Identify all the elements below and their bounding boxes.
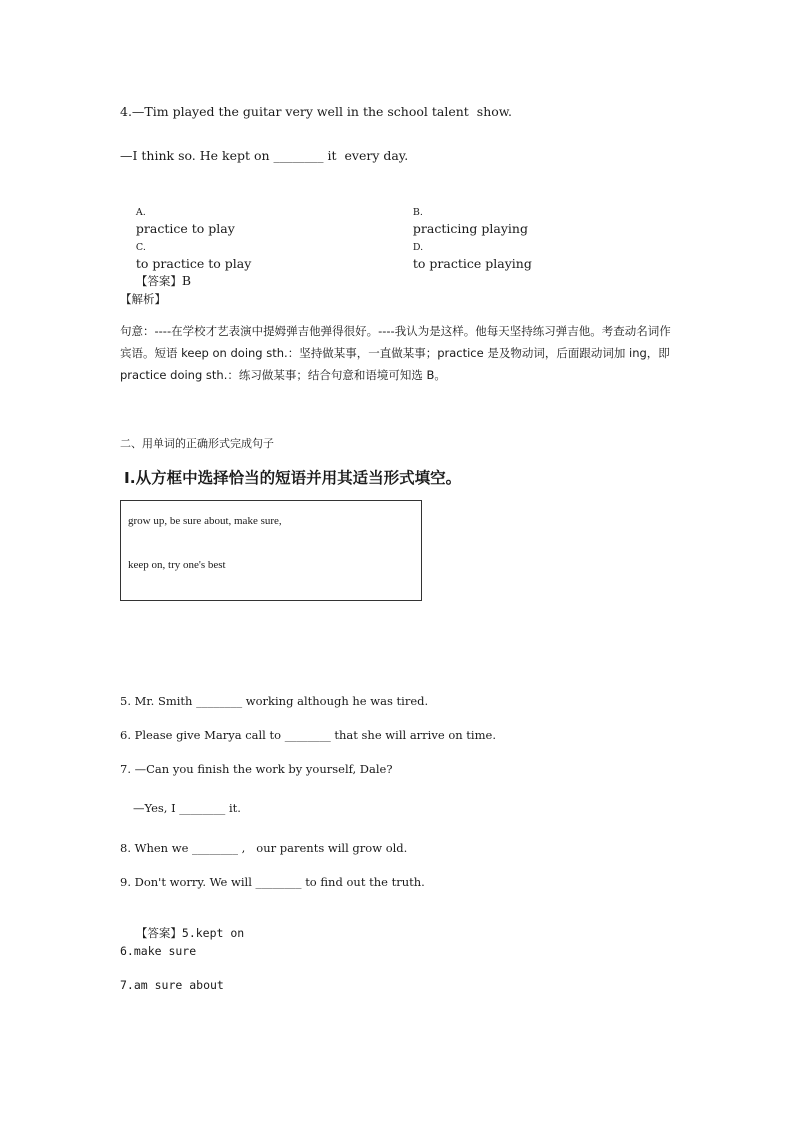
item-8: 8. When we ________ , our parents will grow old. bbox=[120, 841, 408, 855]
option-b-letter: B. bbox=[412, 207, 423, 218]
q4-question: 4.—Tim played the guitar very well in the school talent show. bbox=[120, 104, 512, 119]
phrase-box bbox=[120, 500, 422, 601]
section-title: 二、用单词的正确形式完成句子 bbox=[120, 437, 274, 450]
answer-6: 6.make sure bbox=[120, 944, 197, 958]
option-c-letter: C. bbox=[135, 242, 146, 253]
analysis-label: 【解析】 bbox=[120, 292, 166, 306]
option-d-text: to practice playing bbox=[412, 256, 532, 271]
analysis-text: 句意：----在学校才艺表演中提姆弹吉他弹得很好。----我认为是这样。他每天坚持练习弹吉他。考查动名词作宾语。短语 keep on doing sth.：坚持做某事，一直做某事；practice 是及物动词，后面跟动词加 ing，即 practice doing sth.：练习做某事；结合句意和语境可知选 B。 bbox=[120, 324, 671, 382]
answer-5: 5.kept on bbox=[181, 926, 245, 940]
answer-7: 7.am sure about bbox=[120, 978, 224, 992]
option-d bbox=[397, 222, 532, 288]
answer-value: B bbox=[181, 273, 192, 288]
phrase-box-line-2: keep on, try one's best bbox=[128, 559, 226, 571]
item-6: 6. Please give Marya call to ________ that she will arrive on time. bbox=[120, 728, 496, 742]
option-a-text: practice to play bbox=[135, 221, 235, 236]
option-a-letter: A. bbox=[135, 207, 146, 218]
item-9: 9. Don't worry. We will ________ to find out the truth. bbox=[120, 875, 425, 889]
section-heading: Ⅰ.从方框中选择恰当的短语并用其适当形式填空。 bbox=[124, 469, 462, 487]
option-d-letter: D. bbox=[412, 242, 424, 253]
answers-label: 【答案】 bbox=[135, 926, 182, 940]
option-b-text: practicing playing bbox=[412, 221, 528, 236]
option-c-text: to practice to play bbox=[135, 256, 252, 271]
answer-label: 【答案】 bbox=[135, 274, 182, 288]
item-7-question: 7. —Can you finish the work by yourself, Dale? bbox=[120, 762, 393, 776]
item-7-response: —Yes, I ________ it. bbox=[133, 801, 241, 815]
q4-response: —I think so. He kept on ________ it every day. bbox=[120, 148, 409, 163]
phrase-box-line-1: grow up, be sure about, make sure, bbox=[128, 515, 282, 527]
item-5: 5. Mr. Smith ________ working although he was tired. bbox=[120, 694, 429, 708]
